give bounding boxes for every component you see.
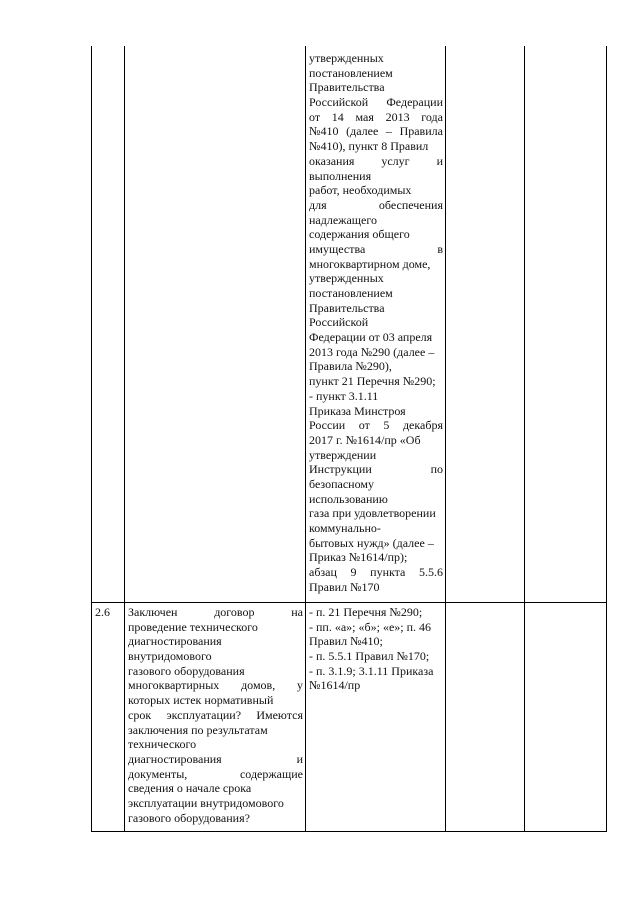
text-line: проведение технического: [128, 619, 258, 634]
row2-question-cell: [128, 605, 303, 825]
text-line: - пп. «а»; «б»; «е»; п. 46: [309, 619, 432, 634]
text-line: для обеспечения: [309, 197, 443, 212]
text-line: №410 (далее – Правила: [309, 124, 443, 139]
text-line: - п. 21 Перечня №290;: [309, 605, 423, 619]
text-line: Правила №290),: [309, 359, 392, 374]
text-line: технического: [128, 737, 197, 752]
text-line: 2013 года №290 (далее –: [309, 344, 435, 359]
text-line: - п. 3.1.9; 3.1.11 Приказа: [309, 663, 434, 678]
text-line: Правительства: [309, 80, 385, 95]
text-line: Правительства: [309, 300, 385, 315]
text-line: содержания общего: [309, 227, 410, 242]
text-line: выполнения: [309, 168, 372, 183]
text-line: утверждении: [309, 447, 377, 462]
text-line: Заключен договор на: [128, 605, 303, 619]
text-line: Российской: [309, 315, 369, 330]
text-line: утвержденных: [309, 271, 384, 286]
text-line: Федерации от 03 апреля: [309, 330, 433, 345]
text-line: 2017 г. №1614/пр «Об: [309, 432, 421, 447]
text-line: работ, необходимых: [309, 183, 412, 198]
text-line: постановлением: [309, 65, 393, 80]
text-line: сведения о начале срока: [128, 781, 252, 796]
text-line: Правил №170: [309, 579, 380, 594]
text-line: утвержденных: [309, 51, 384, 65]
text-line: Правил №410;: [309, 634, 383, 649]
table-border-col4: [524, 46, 525, 832]
table-border-right: [606, 46, 607, 832]
text-line: безопасному: [309, 476, 374, 491]
text-line: эксплуатации внутридомового: [128, 795, 284, 810]
text-line: постановлением: [309, 286, 393, 300]
text-line: коммунально-: [309, 521, 381, 535]
row2-requirements-cell: [309, 605, 443, 693]
row-number: 2.6: [95, 605, 110, 619]
text-line: которых истек нормативный: [128, 693, 274, 708]
text-line: документы, содержащие: [128, 766, 303, 781]
text-line: диагностирования: [128, 634, 222, 649]
text-line: России от 5 декабря: [309, 418, 443, 433]
text-line: имущества в: [309, 241, 443, 256]
text-line: внутридомового: [128, 649, 212, 664]
text-line: многоквартирных домов, у: [128, 678, 303, 693]
text-line: срок эксплуатации? Имеются: [128, 707, 303, 722]
text-line: надлежащего: [309, 212, 377, 227]
table-border-col3: [445, 46, 446, 832]
text-line: диагностирования и: [128, 751, 303, 766]
text-line: №410), пункт 8 Правил: [309, 139, 429, 154]
text-line: заключения по результатам: [128, 722, 268, 737]
table-border-col2: [305, 46, 306, 832]
text-line: многоквартирном доме,: [309, 256, 431, 271]
table-border-col1: [124, 46, 125, 832]
text-line: использованию: [309, 491, 388, 506]
table-border-bottom: [91, 831, 607, 832]
text-line: - пункт 3.1.11: [309, 388, 379, 403]
row1-requirements-cell: [309, 51, 443, 594]
text-line: оказания услуг и: [309, 153, 443, 168]
text-line: абзац 9 пункта 5.5.6: [309, 565, 443, 580]
text-line: - п. 5.5.1 Правил №170;: [309, 649, 430, 664]
text-line: Приказ №1614/пр);: [309, 550, 408, 565]
text-line: №1614/пр: [309, 678, 361, 693]
row-divider: [91, 602, 607, 603]
text-line: газа при удовлетворении: [309, 506, 436, 521]
text-line: бытовых нужд» (далее –: [309, 535, 434, 550]
table-border-left: [91, 46, 92, 832]
text-line: пункт 21 Перечня №290;: [309, 374, 436, 389]
text-line: газового оборудования?: [128, 810, 250, 825]
text-line: Приказа Минстроя: [309, 403, 406, 418]
row2-number-cell: [95, 605, 122, 620]
text-line: от 14 мая 2013 года: [309, 109, 443, 124]
text-line: Российской Федерации: [309, 95, 443, 110]
text-line: Инструкции по: [309, 462, 443, 477]
text-line: газового оборудования: [128, 663, 245, 678]
